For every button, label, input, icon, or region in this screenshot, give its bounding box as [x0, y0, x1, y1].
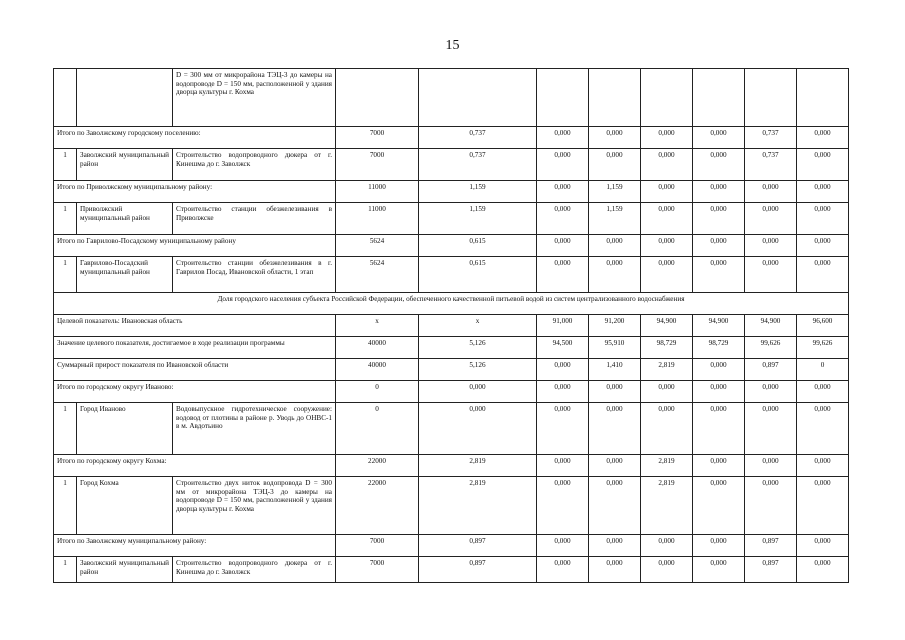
value-cell: 0,737 — [745, 149, 797, 181]
value-cell: 0,615 — [419, 257, 537, 293]
value-cell — [745, 69, 797, 127]
value-cell: 0,000 — [537, 557, 589, 583]
value-cell — [693, 69, 745, 127]
value-cell: 0,000 — [589, 381, 641, 403]
value-cell: 22000 — [336, 455, 419, 477]
description-cell: Строительство водопроводного дюкера от г. Кинешма до г. Заволжск — [173, 557, 336, 583]
total-row — [54, 535, 849, 557]
table-row — [54, 69, 849, 127]
value-cell: 94,900 — [641, 315, 693, 337]
value-cell: 0,000 — [693, 535, 745, 557]
value-cell: 0,000 — [589, 455, 641, 477]
value-cell: 0,000 — [693, 235, 745, 257]
value-cell: 1,410 — [589, 359, 641, 381]
value-cell: 0,000 — [589, 477, 641, 535]
value-cell: 0,000 — [589, 557, 641, 583]
municipality-cell: Приволжский муниципальный район — [77, 203, 173, 235]
value-cell: 0,615 — [419, 235, 537, 257]
value-cell: 0,000 — [641, 381, 693, 403]
value-cell: 2,819 — [419, 477, 537, 535]
value-cell: 0,000 — [797, 557, 849, 583]
value-cell: 0,000 — [797, 477, 849, 535]
table-row — [54, 403, 849, 455]
section-header-cell: Доля городского населения субъекта Российской Федерации, обеспеченного качественной питьевой водой из систем централизованного водоснабжения — [54, 293, 849, 315]
row-label-cell: Значение целевого показателя, достигаемое в ходе реализации программы — [54, 337, 336, 359]
row-number-cell: 1 — [54, 557, 77, 583]
value-cell: 2,819 — [641, 455, 693, 477]
value-cell: 0,000 — [693, 257, 745, 293]
value-cell: 0,000 — [745, 203, 797, 235]
row-label-cell: Итого по городскому округу Кохма: — [54, 455, 336, 477]
value-cell: 0,000 — [745, 455, 797, 477]
value-cell: 0,000 — [419, 403, 537, 455]
description-cell: Строительство водопроводного дюкера от г. Кинешма до г. Заволжск — [173, 149, 336, 181]
value-cell: 11000 — [336, 181, 419, 203]
section-header-row — [54, 293, 849, 315]
value-cell: 22000 — [336, 477, 419, 535]
description-cell: Строительство станции обезжелезивания в Приволжске — [173, 203, 336, 235]
row-number-cell: 1 — [54, 477, 77, 535]
value-cell: 0,000 — [589, 403, 641, 455]
value-cell: 0,737 — [419, 149, 537, 181]
value-cell — [641, 69, 693, 127]
total-row — [54, 315, 849, 337]
value-cell: 7000 — [336, 127, 419, 149]
table-row — [54, 257, 849, 293]
value-cell: 0,000 — [693, 127, 745, 149]
value-cell: 0,000 — [537, 181, 589, 203]
value-cell: 1,159 — [419, 203, 537, 235]
value-cell: 0,000 — [797, 403, 849, 455]
value-cell: 0,897 — [745, 535, 797, 557]
value-cell: 0,737 — [745, 127, 797, 149]
row-label-cell: Итого по Приволжскому муниципальному району: — [54, 181, 336, 203]
value-cell: 0,000 — [537, 235, 589, 257]
value-cell: 0,000 — [641, 557, 693, 583]
row-number-cell: 1 — [54, 203, 77, 235]
row-label-cell: Итого по Заволжскому муниципальному району: — [54, 535, 336, 557]
value-cell: 0,000 — [797, 127, 849, 149]
value-cell: 0,000 — [693, 359, 745, 381]
value-cell: 0,000 — [641, 181, 693, 203]
value-cell: 0,000 — [537, 403, 589, 455]
value-cell: 2,819 — [641, 477, 693, 535]
value-cell: 96,600 — [797, 315, 849, 337]
table-row — [54, 149, 849, 181]
value-cell: 0,000 — [537, 381, 589, 403]
value-cell: 0,000 — [797, 149, 849, 181]
value-cell: 0,897 — [745, 359, 797, 381]
value-cell: 0,000 — [797, 455, 849, 477]
value-cell: 0,000 — [537, 203, 589, 235]
value-cell: 0,000 — [745, 381, 797, 403]
municipality-cell: Город Кохма — [77, 477, 173, 535]
description-cell: D = 300 мм от микрорайона ТЭЦ-3 до камеры на водопроводе D = 150 мм, расположенной у здания дворца культуры г. Кохма — [173, 69, 336, 127]
value-cell: 0,000 — [537, 149, 589, 181]
value-cell: 94,900 — [745, 315, 797, 337]
value-cell: 5624 — [336, 257, 419, 293]
total-row — [54, 455, 849, 477]
municipality-cell: Заволжский муниципальный район — [77, 149, 173, 181]
value-cell — [336, 69, 419, 127]
value-cell: 0,000 — [745, 403, 797, 455]
value-cell: 7000 — [336, 149, 419, 181]
municipality-cell: Заволжский муниципальный район — [77, 557, 173, 583]
value-cell: 91,000 — [537, 315, 589, 337]
value-cell: 0,000 — [693, 149, 745, 181]
value-cell: x — [336, 315, 419, 337]
total-row — [54, 337, 849, 359]
description-cell: Строительство станции обезжелезивания в г. Гаврилов Посад, Ивановской области, 1 этап — [173, 257, 336, 293]
value-cell — [797, 69, 849, 127]
row-label-cell: Итого по городскому округу Иваново: — [54, 381, 336, 403]
value-cell: 0,000 — [745, 181, 797, 203]
value-cell: 0 — [797, 359, 849, 381]
value-cell: 0 — [336, 403, 419, 455]
program-table — [53, 68, 849, 583]
table-row — [54, 203, 849, 235]
total-row — [54, 359, 849, 381]
value-cell: 0,000 — [419, 381, 537, 403]
value-cell: 98,729 — [641, 337, 693, 359]
value-cell: x — [419, 315, 537, 337]
value-cell: 40000 — [336, 359, 419, 381]
value-cell: 2,819 — [419, 455, 537, 477]
value-cell: 5624 — [336, 235, 419, 257]
value-cell — [419, 69, 537, 127]
value-cell: 0,000 — [693, 455, 745, 477]
value-cell — [537, 69, 589, 127]
value-cell: 0,000 — [745, 477, 797, 535]
value-cell: 0,000 — [589, 235, 641, 257]
value-cell: 95,910 — [589, 337, 641, 359]
value-cell: 0,000 — [693, 403, 745, 455]
total-row — [54, 181, 849, 203]
total-row — [54, 381, 849, 403]
value-cell: 0,000 — [641, 235, 693, 257]
value-cell: 0,000 — [537, 455, 589, 477]
value-cell: 0,000 — [797, 257, 849, 293]
value-cell: 2,819 — [641, 359, 693, 381]
value-cell: 0,000 — [641, 403, 693, 455]
row-number-cell: 1 — [54, 149, 77, 181]
total-row — [54, 127, 849, 149]
value-cell: 0,000 — [589, 149, 641, 181]
value-cell: 0,000 — [745, 235, 797, 257]
value-cell: 0,000 — [641, 257, 693, 293]
value-cell: 0,000 — [693, 381, 745, 403]
value-cell: 0,000 — [797, 181, 849, 203]
value-cell: 0,000 — [641, 203, 693, 235]
value-cell: 0,897 — [419, 557, 537, 583]
value-cell: 0,000 — [693, 477, 745, 535]
value-cell: 0,000 — [537, 359, 589, 381]
value-cell: 0,737 — [419, 127, 537, 149]
row-number-cell: 1 — [54, 257, 77, 293]
page-number: 15 — [445, 38, 460, 53]
value-cell: 0,000 — [797, 381, 849, 403]
municipality-cell: Город Иваново — [77, 403, 173, 455]
value-cell: 0,000 — [693, 557, 745, 583]
value-cell: 0,000 — [797, 203, 849, 235]
value-cell: 0,000 — [797, 235, 849, 257]
value-cell: 5,126 — [419, 337, 537, 359]
value-cell: 7000 — [336, 535, 419, 557]
value-cell: 0 — [336, 381, 419, 403]
description-cell: Водовыпускное гидротехническое сооружение: водовод от плотины в районе р. Уводь до ОНВС-1 в м. Авдотьино — [173, 403, 336, 455]
value-cell: 7000 — [336, 557, 419, 583]
value-cell: 0,000 — [537, 257, 589, 293]
value-cell: 94,900 — [693, 315, 745, 337]
table-row — [54, 557, 849, 583]
value-cell: 0,000 — [537, 127, 589, 149]
value-cell: 40000 — [336, 337, 419, 359]
value-cell: 5,126 — [419, 359, 537, 381]
value-cell: 0,000 — [537, 535, 589, 557]
value-cell: 0,000 — [797, 535, 849, 557]
value-cell: 0,000 — [693, 181, 745, 203]
value-cell: 0,000 — [589, 535, 641, 557]
table-row — [54, 477, 849, 535]
value-cell: 98,729 — [693, 337, 745, 359]
value-cell: 0,000 — [589, 257, 641, 293]
value-cell: 0,000 — [589, 127, 641, 149]
total-row — [54, 235, 849, 257]
value-cell — [589, 69, 641, 127]
value-cell: 0,897 — [419, 535, 537, 557]
value-cell: 99,626 — [797, 337, 849, 359]
value-cell: 1,159 — [419, 181, 537, 203]
value-cell: 91,200 — [589, 315, 641, 337]
value-cell: 0,000 — [641, 127, 693, 149]
municipality-cell — [77, 69, 173, 127]
value-cell: 99,626 — [745, 337, 797, 359]
row-label-cell: Целевой показатель: Ивановская область — [54, 315, 336, 337]
row-number-cell — [54, 69, 77, 127]
row-label-cell: Суммарный прирост показателя по Ивановской области — [54, 359, 336, 381]
row-label-cell: Итого по Заволжскому городскому поселению: — [54, 127, 336, 149]
value-cell: 1,159 — [589, 181, 641, 203]
value-cell: 0,000 — [745, 257, 797, 293]
value-cell: 0,897 — [745, 557, 797, 583]
row-number-cell: 1 — [54, 403, 77, 455]
description-cell: Строительство двух ниток водопровода D = 300 мм от микрорайона ТЭЦ-3 до камеры на водопроводе D = 150 мм, расположенной у здания дворца культуры г. Кохма — [173, 477, 336, 535]
row-label-cell: Итого по Гаврилово-Посадскому муниципальному району — [54, 235, 336, 257]
value-cell: 11000 — [336, 203, 419, 235]
value-cell: 1,159 — [589, 203, 641, 235]
value-cell: 0,000 — [537, 477, 589, 535]
value-cell: 0,000 — [693, 203, 745, 235]
value-cell: 94,500 — [537, 337, 589, 359]
value-cell: 0,000 — [641, 149, 693, 181]
value-cell: 0,000 — [641, 535, 693, 557]
municipality-cell: Гаврилово-Посадский муниципальный район — [77, 257, 173, 293]
